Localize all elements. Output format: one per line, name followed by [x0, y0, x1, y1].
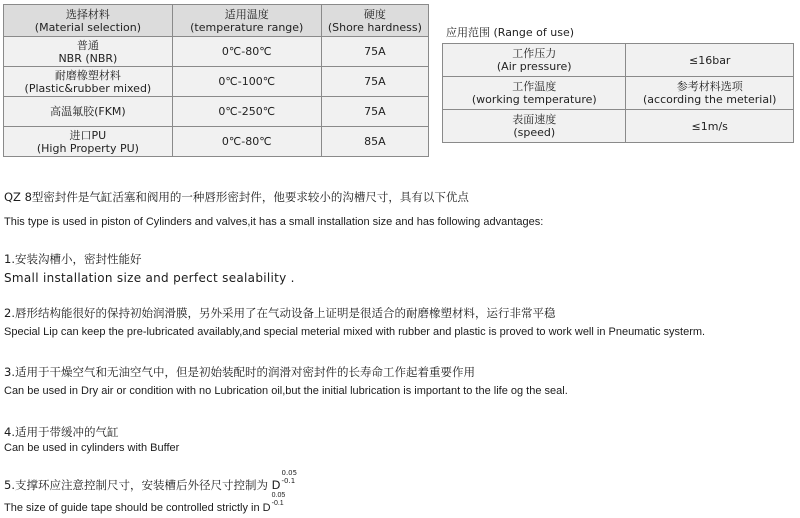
hardness-cell: 75A: [321, 37, 428, 67]
tolerance-symbol: D: [271, 478, 281, 492]
hardness-cell: 75A: [321, 67, 428, 97]
point-2-english: Special Lip can keep the pre-lubricated availably,and special meterial mixed with rubber and plastic is proved to work well in Pneumatic systerm.: [4, 326, 706, 338]
table-row: [443, 110, 794, 143]
point-1-chinese: 1.安装沟槽小，密封性能好: [4, 252, 142, 266]
material-cell: 进口PU (High Property PU): [4, 127, 173, 157]
intro-english: This type is used in piston of Cylinders and valves,it has a small installation size and has following advantages:: [4, 216, 544, 228]
point-3-english: Can be used in Dry air or condition with no Lubrication oil,but the initial lubrication is important to the life og the seal.: [4, 385, 568, 397]
tolerance-values: 0.05 -0.1: [281, 469, 298, 485]
table-row: [443, 77, 794, 110]
material-table-header: [4, 5, 429, 37]
use-label-cell: 工作温度 (working temperature): [443, 77, 626, 110]
use-value-cell: ≤1m/s: [626, 110, 794, 143]
header-hardness: 硬度 (Shore hardness): [321, 5, 428, 37]
temperature-cell: 0℃-80℃: [172, 127, 321, 157]
range-of-use-title: 应用范围 (Range of use): [446, 26, 575, 39]
header-material: 选择材料 (Material selection): [4, 5, 173, 37]
table-row: [4, 97, 429, 127]
point-3-chinese: 3.适用于干燥空气和无油空气中，但是初始装配时的润滑对密封件的长寿命工作起着重要作用: [4, 365, 475, 379]
hardness-cell: 85A: [321, 127, 428, 157]
temperature-cell: 0℃-250℃: [172, 97, 321, 127]
hardness-cell: 75A: [321, 97, 428, 127]
table-row: [4, 67, 429, 97]
intro-chinese: QZ 8型密封件是气缸活塞和阀用的一种唇形密封件，他要求较小的沟槽尺寸，具有以下优点: [4, 190, 469, 204]
point-5-chinese: 5.支撑环应注意控制尺寸，安装槽后外径尺寸控制为 D 0.05 -0.1: [4, 469, 298, 492]
temperature-cell: 0℃-80℃: [172, 37, 321, 67]
use-label-cell: 工作压力 (Air pressure): [443, 44, 626, 77]
material-cell: 普通 NBR (NBR): [4, 37, 173, 67]
material-cell: 高温氟胶(FKM): [4, 97, 173, 127]
tolerance-symbol: D: [262, 502, 271, 514]
table-row: [443, 44, 794, 77]
use-value-cell: 参考材料选项 (according the meterial): [626, 77, 794, 110]
point-4-chinese: 4.适用于带缓冲的气缸: [4, 425, 119, 439]
point-4-english: Can be used in cylinders with Buffer: [4, 442, 180, 454]
tolerance-values: 0.05 -0.1: [271, 492, 286, 507]
use-value-cell: ≤16bar: [626, 44, 794, 77]
point-2-chinese: 2.唇形结构能很好的保持初始润滑膜，另外采用了在气动设备上证明是很适合的耐磨橡塑材料，运行非常平稳: [4, 306, 556, 320]
point-1-english: Small installation size and perfect sealability .: [4, 271, 295, 285]
point-5-english: The size of guide tape should be controlled strictly in D 0.05 -0.1: [4, 492, 286, 514]
material-cell: 耐磨橡塑材料 (Plastic&rubber mixed): [4, 67, 173, 97]
temperature-cell: 0℃-100℃: [172, 67, 321, 97]
material-selection-table: [3, 4, 429, 157]
use-label-cell: 表面速度 (speed): [443, 110, 626, 143]
range-of-use-table: [442, 43, 794, 143]
table-row: [4, 37, 429, 67]
header-temperature: 适用温度 (temperature range): [172, 5, 321, 37]
table-row: [4, 127, 429, 157]
